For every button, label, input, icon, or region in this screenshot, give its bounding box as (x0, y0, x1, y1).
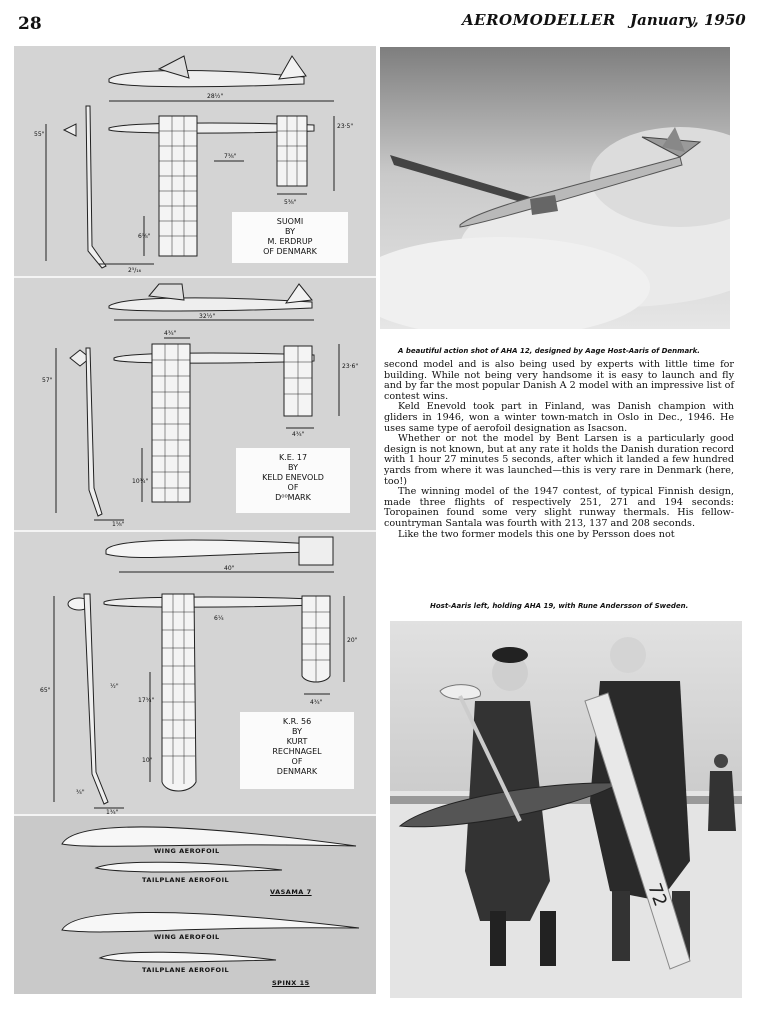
article-paragraph: Keld Enevold took part in Finland, was Danish champion with gliders in 1946, won a winter town-match in Oslo in Dec., 1946. He uses same type of aerofoil designation as Isacson. (384, 401, 734, 434)
photo2-caption: Host-Aaris left, holding AHA 19, with Rune Andersson of Sweden. (430, 602, 689, 610)
section-name: VASAMA 7 (270, 888, 312, 896)
dim-text: 4¾" (310, 699, 323, 706)
issue-date: January, 1950 (630, 11, 746, 29)
dim-text: 23·6" (342, 363, 359, 370)
article-paragraph: Like the two former models this one by Persson does not (398, 528, 675, 540)
page-number: 28 (18, 14, 42, 34)
tailplane-aerofoil-label: TAILPLANE AEROFOIL (142, 966, 230, 974)
photo1-caption: A beautiful action shot of AHA 12, designed by Aage Host-Aaris of Denmark. (398, 347, 700, 355)
magazine-title: AEROMODELLER (462, 11, 616, 29)
plan-label: SUOMI BY M. ERDRUP OF DENMARK (232, 212, 348, 263)
plan-suomi (14, 46, 376, 278)
article-paragraph: The winning model of the 1947 contest, of typical Finnish design, made three flights of respectively 251, 271 and 194 seconds: Toropainen found some very slight runway thermals. His fellow-countryman Santala was fourth with 213, 137 and 208 seconds. (384, 486, 734, 529)
plans-panel (14, 46, 376, 994)
photo-glider-flight (380, 47, 730, 329)
dim-text: ½" (110, 683, 119, 690)
dim-text: 10" (142, 757, 153, 764)
dim-text: 65" (40, 687, 51, 694)
plan-ke17 (14, 278, 376, 532)
dim-text: 4¾" (292, 431, 305, 438)
dim-text: 40" (224, 565, 235, 572)
tailplane-aerofoil-label: TAILPLANE AEROFOIL (142, 876, 230, 884)
plan-label: K.E. 17 BY KELD ENEVOLD OF D⁰⁰MARK (236, 448, 350, 513)
glider-number: 72 (643, 880, 671, 910)
dim-text: 4¾" (164, 330, 177, 337)
dim-text: 23·5" (337, 123, 354, 130)
dim-text: 1⅝" (112, 521, 125, 528)
wing-aerofoil-label: WING AEROFOIL (154, 933, 220, 941)
dim-text: 17¾" (138, 697, 155, 704)
article-paragraph: Whether or not the model by Bent Larsen is a particularly good design is not known, but at any rate it holds the Danish duration record with 1 hour 27 minutes 5 seconds, after which it landed a few hundred yards from where it was launched—this is very rare in Denmark (here, too!) (384, 433, 734, 487)
dim-text: 1¾" (106, 809, 119, 814)
dim-text: 10¾" (132, 478, 149, 485)
dim-text: 32½" (199, 313, 216, 320)
dim-text: ¾" (76, 789, 85, 796)
plan-kr56 (14, 532, 376, 816)
dim-text: 7⅜" (224, 153, 237, 160)
section-name: SPINX 15 (272, 979, 310, 987)
wing-aerofoil-label: WING AEROFOIL (154, 847, 220, 855)
plan-label: K.R. 56 BY KURT RECHNAGEL OF DENMARK (240, 712, 354, 789)
photo-modellers (390, 621, 742, 998)
modellers-image (390, 621, 742, 998)
dim-text: 55" (34, 131, 45, 138)
glider-flight-image (380, 47, 730, 329)
dim-text: 5⅜" (284, 199, 297, 206)
aerofoil-sections (14, 816, 376, 994)
dim-text: 6¼ (214, 615, 224, 622)
dim-text: 6⅝" (138, 233, 151, 240)
article-paragraph: second model and is also being used by experts with little time for building. While not being very handsome it is easy to launch and fly and by far the most popular Danish A 2 model with an impressive list of contest wins. (384, 359, 734, 402)
dim-text: 2⁵/₁₆ (128, 267, 142, 274)
article-body (384, 360, 734, 540)
dim-text: 57" (42, 377, 53, 384)
dim-text: 28½" (207, 93, 224, 100)
dim-text: 20" (347, 637, 358, 644)
